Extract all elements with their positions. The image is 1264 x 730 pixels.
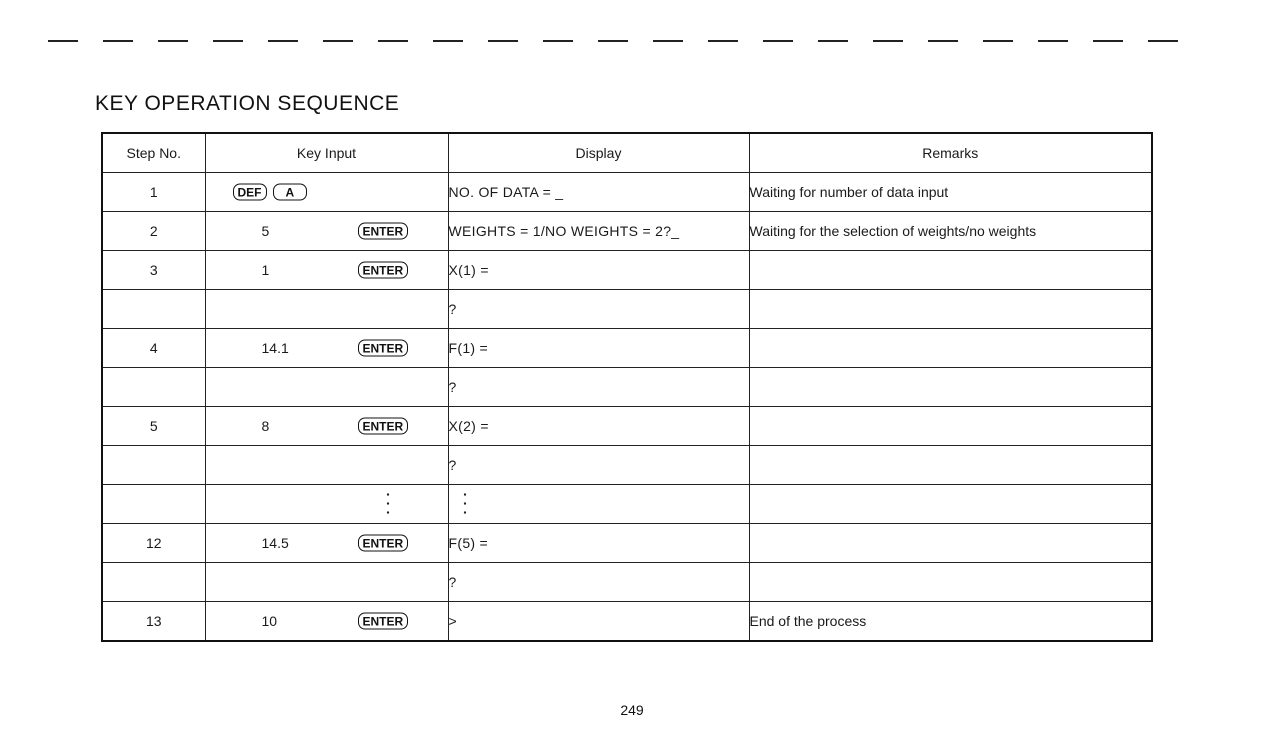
column-header-step: Step No. <box>102 133 205 173</box>
key-input-cell <box>205 485 448 524</box>
table-row <box>102 446 1152 485</box>
table-row <box>102 407 1152 446</box>
table-row <box>102 524 1152 563</box>
key-input-cell <box>205 446 448 485</box>
key-input-cell <box>205 251 448 290</box>
display-text: ? <box>448 368 749 407</box>
step-number: 3 <box>102 251 205 290</box>
key-input-cell <box>205 329 448 368</box>
table-header-row <box>102 133 1152 173</box>
display-text: X(2) = <box>448 407 749 446</box>
step-number <box>102 290 205 329</box>
page-number: 249 <box>620 702 644 718</box>
remarks-text <box>749 524 1152 563</box>
display-text <box>448 485 749 524</box>
key-input-cell <box>205 407 448 446</box>
input-value: 14.1 <box>261 340 289 356</box>
key-input-cell <box>205 212 448 251</box>
step-number <box>102 368 205 407</box>
display-text: ? <box>448 563 749 602</box>
enter-key: ENTER <box>358 535 409 552</box>
a-key: A <box>273 184 308 201</box>
step-number: 5 <box>102 407 205 446</box>
column-header-remarks: Remarks <box>749 133 1152 173</box>
key-operation-table <box>101 132 1153 642</box>
table-row <box>102 173 1152 212</box>
enter-key: ENTER <box>358 262 409 279</box>
step-number: 2 <box>102 212 205 251</box>
page-title: KEY OPERATION SEQUENCE <box>95 92 400 115</box>
input-value: 14.5 <box>261 535 289 551</box>
key-input-cell <box>205 602 448 642</box>
column-header-key-input: Key Input <box>205 133 448 173</box>
step-number <box>102 446 205 485</box>
remarks-text: Waiting for number of data input <box>749 173 1152 212</box>
table-row <box>102 563 1152 602</box>
remarks-text <box>749 329 1152 368</box>
input-value: 10 <box>261 613 278 629</box>
remarks-text <box>749 407 1152 446</box>
key-input-cell <box>205 563 448 602</box>
remarks-text <box>749 485 1152 524</box>
enter-key: ENTER <box>358 418 409 435</box>
key-input-cell <box>205 368 448 407</box>
step-number: 1 <box>102 173 205 212</box>
enter-key: ENTER <box>358 340 409 357</box>
table-row <box>102 602 1152 642</box>
table-row <box>102 485 1152 524</box>
remarks-text <box>749 368 1152 407</box>
display-text: NO. OF DATA = _ <box>448 173 749 212</box>
input-value: 8 <box>261 418 270 434</box>
remarks-text: End of the process <box>749 602 1152 642</box>
column-header-display: Display <box>448 133 749 173</box>
display-text: WEIGHTS = 1/NO WEIGHTS = 2?_ <box>448 212 749 251</box>
display-text: F(1) = <box>448 329 749 368</box>
vertical-ellipsis-icon <box>463 490 467 518</box>
display-text: F(5) = <box>448 524 749 563</box>
display-text: ? <box>448 446 749 485</box>
step-number <box>102 485 205 524</box>
key-input-cell <box>205 524 448 563</box>
step-number <box>102 563 205 602</box>
dashed-rule <box>48 40 1208 43</box>
remarks-text <box>749 290 1152 329</box>
vertical-ellipsis-icon <box>386 490 390 518</box>
input-value: 5 <box>261 223 270 239</box>
remarks-text <box>749 563 1152 602</box>
display-text: X(1) = <box>448 251 749 290</box>
input-value: 1 <box>261 262 270 278</box>
step-number: 12 <box>102 524 205 563</box>
remarks-text: Waiting for the selection of weights/no weights <box>749 212 1152 251</box>
table-row <box>102 290 1152 329</box>
table-row <box>102 251 1152 290</box>
def-key: DEF <box>233 184 267 201</box>
step-number: 4 <box>102 329 205 368</box>
remarks-text <box>749 251 1152 290</box>
key-input-cell <box>205 290 448 329</box>
table-row <box>102 212 1152 251</box>
remarks-text <box>749 446 1152 485</box>
step-number: 13 <box>102 602 205 642</box>
table-row <box>102 368 1152 407</box>
display-text: ? <box>448 290 749 329</box>
key-input-cell <box>205 173 448 212</box>
enter-key: ENTER <box>358 223 409 240</box>
table-row <box>102 329 1152 368</box>
enter-key: ENTER <box>358 613 409 630</box>
display-text: > <box>448 602 749 642</box>
